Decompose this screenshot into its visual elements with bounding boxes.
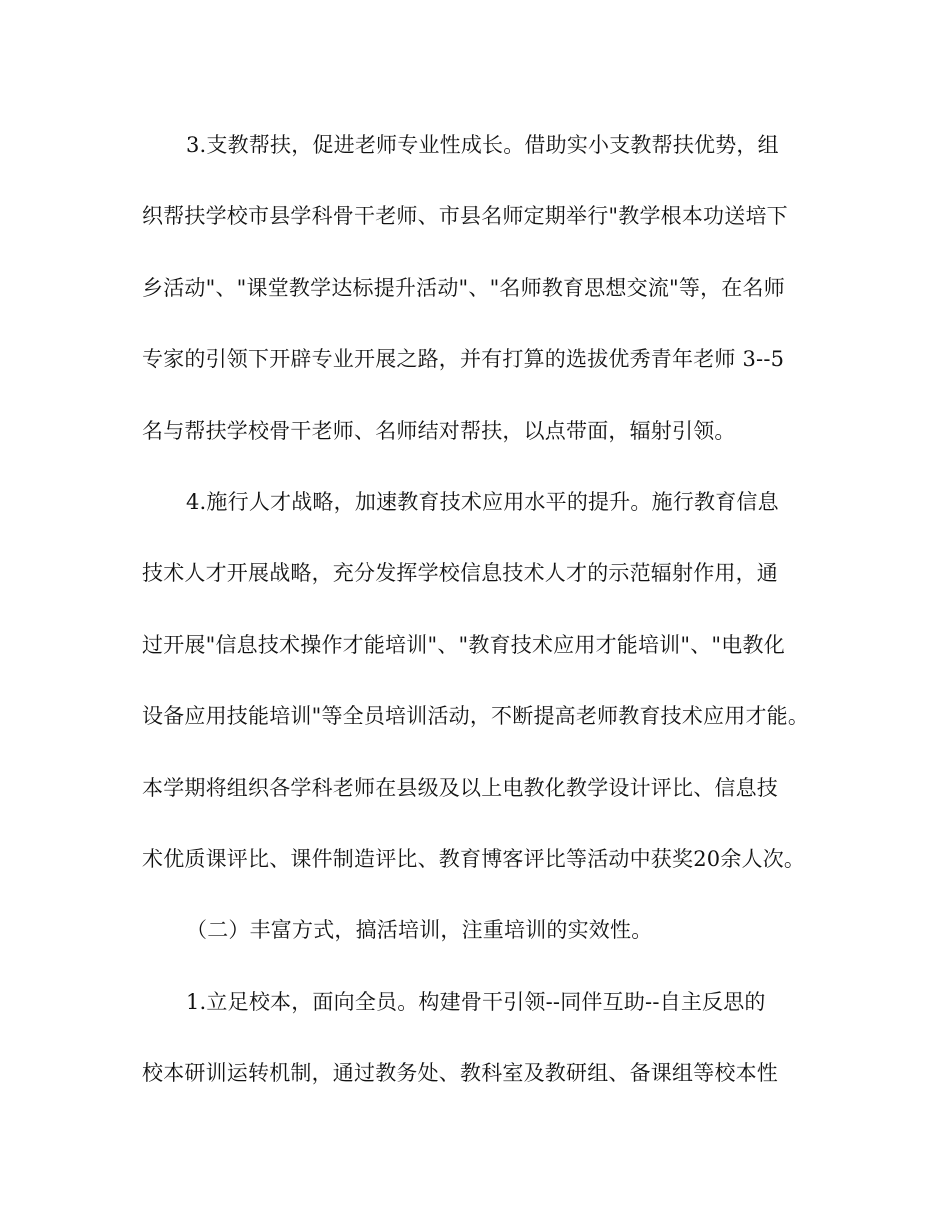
- paragraph-3-line-5: 名与帮扶学校骨干老师、名师结对帮扶，以点带面，辐射引领。: [142, 419, 736, 443]
- paragraph-3-line-4: 专家的引领下开辟专业开展之路，并有打算的选拔优秀青年老师 3--5: [142, 347, 785, 371]
- paragraph-3-line-2: 织帮扶学校市县学科骨干老师、市县名师定期举行"教学根本功送培下: [142, 204, 788, 228]
- paragraph-4-line-2: 技术人才开展战略，充分发挥学校信息技术人才的示范辐射作用，通: [142, 561, 778, 585]
- paragraph-4-line-1: 4.施行人才战略，加速教育技术应用水平的提升。施行教育信息: [186, 490, 779, 514]
- paragraph-4-line-5: 本学期将组织各学科老师在县级及以上电教化教学设计评比、信息技: [142, 776, 778, 800]
- paragraph-4-line-4: 设备应用技能培训"等全员培训活动，不断提高老师教育技术应用才能。: [142, 704, 810, 728]
- paragraph-1-line-1: 1.立足校本，面向全员。构建骨干引领--同伴互助--自主反思的: [186, 990, 766, 1014]
- paragraph-3-line-3: 乡活动"、"课堂教学达标提升活动"、"名师教育思想交流"等，在名师: [142, 276, 785, 300]
- paragraph-4-line-6: 术优质课评比、课件制造评比、教育博客评比等活动中获奖20余人次。: [142, 847, 806, 871]
- paragraph-3-line-1: 3.支教帮扶，促进老师专业性成长。借助实小支教帮扶优势，组: [186, 133, 779, 157]
- paragraph-1-line-2: 校本研训运转机制，通过教务处、教科室及教研组、备课组等校本性: [142, 1061, 778, 1085]
- paragraph-4-line-3: 过开展"信息技术操作才能培训"、"教育技术应用才能培训"、"电教化: [142, 633, 785, 657]
- section-heading-2: （二）丰富方式，搞活培训，注重培训的实效性。: [186, 918, 653, 942]
